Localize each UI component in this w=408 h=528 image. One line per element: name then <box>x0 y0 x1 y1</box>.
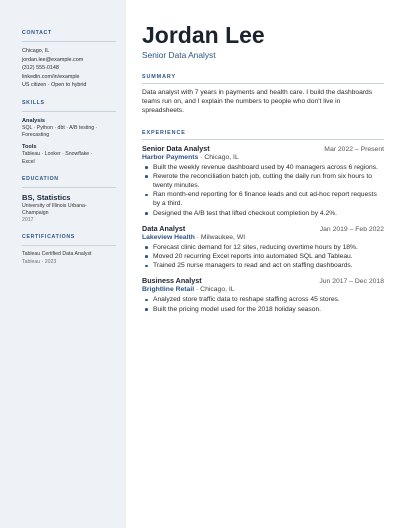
certification-detail: Tableau · 2023 <box>22 258 57 265</box>
contact-phone: (312) 555-0148 <box>22 65 59 72</box>
job-bullet: Rewrote the reconciliation batch job, cutting the daily run from six hours to twenty minutes. <box>153 172 384 190</box>
skills-divider <box>22 111 116 112</box>
candidate-title: Senior Data Analyst <box>142 50 216 60</box>
experience-heading: EXPERIENCE <box>142 129 186 136</box>
contact-email[interactable]: jordan.lee@example.com <box>22 56 84 63</box>
job-bullet: Forecast clinic demand for 12 sites, reducing overtime hours by 18%. <box>153 243 384 252</box>
candidate-name: Jordan Lee <box>142 22 265 48</box>
job-location: · Chicago, IL <box>198 153 239 161</box>
job-bullet: Built the pricing model used for the 2018 holiday season. <box>153 305 384 314</box>
job-title: Senior Data Analyst <box>142 143 210 153</box>
job-location: · Chicago, IL <box>194 286 235 294</box>
contact-linkedin[interactable]: linkedin.com/in/example <box>22 73 80 80</box>
experience-divider <box>142 139 384 140</box>
job-bullet: Analyzed store traffic data to reshape staffing across 45 stores. <box>153 295 384 304</box>
job-entry <box>142 224 384 271</box>
skills-group-line: Excel <box>22 158 35 165</box>
summary-divider <box>142 83 384 84</box>
job-bullet: Ran month-end reporting for 6 finance leads and cut ad-hoc report requests by a third. <box>153 190 384 208</box>
education-divider <box>22 187 116 188</box>
job-bullet: Built the weekly revenue dashboard used by 40 managers across 6 regions. <box>153 163 384 172</box>
education-degree: BS, Statistics <box>22 192 71 202</box>
skills-group-label: Analysis <box>22 117 46 124</box>
job-bullets <box>142 163 384 218</box>
job-company: Harbor Payments <box>142 153 199 161</box>
job-dates: Mar 2022 – Present <box>324 145 384 153</box>
contact-status: US citizen · Open to hybrid <box>22 82 87 89</box>
job-title: Data Analyst <box>142 223 186 233</box>
job-entry <box>142 276 384 313</box>
job-entry <box>142 144 384 218</box>
education-school: University of Illinois Urbana- <box>22 202 87 209</box>
certifications-divider <box>22 245 116 246</box>
education-year: 2017 <box>22 217 34 224</box>
job-location: · Milwaukee, WI <box>194 233 246 241</box>
summary-text: Data analyst with 7 years in payments and health care. I build the dashboards teams run on, and I explain the numbers to people who don't live in spreadsheets. <box>142 89 373 115</box>
contact-divider <box>22 41 116 42</box>
job-bullets <box>142 295 384 313</box>
summary-heading: SUMMARY <box>142 74 176 80</box>
skills-heading: SKILLS <box>22 99 45 106</box>
contact-location: Chicago, IL <box>22 48 50 54</box>
skills-group-line: Forecasting <box>22 132 50 139</box>
contact-section <box>22 30 116 90</box>
education-section <box>22 176 116 225</box>
job-bullet: Moved 20 recurring Excel reports into automated SQL and Tableau. <box>153 252 384 261</box>
skills-group-line: Tableau · Looker · Snowflake · <box>22 151 93 158</box>
job-dates: Jun 2017 – Dec 2018 <box>319 278 384 286</box>
job-company: Lakeview Health <box>142 233 195 241</box>
job-company: Brightline Retail <box>142 286 195 294</box>
certification-name: Tableau Certified Data Analyst <box>22 251 92 258</box>
sidebar <box>0 0 126 528</box>
job-bullet: Trained 25 nurse managers to read and act on staffing dashboards. <box>153 261 384 270</box>
job-bullet: Designed the A/B test that lifted checkout completion by 4.2%. <box>153 209 384 218</box>
main-content <box>126 0 408 528</box>
contact-heading: CONTACT <box>22 30 52 36</box>
job-title: Business Analyst <box>142 276 202 286</box>
education-school: Champaign <box>22 209 49 216</box>
education-heading: EDUCATION <box>22 175 59 182</box>
skills-group-label: Tools <box>22 144 37 151</box>
certifications-heading: CERTIFICATIONS <box>22 234 75 241</box>
job-dates: Jan 2019 – Feb 2022 <box>319 225 384 233</box>
certifications-section <box>22 234 116 265</box>
skills-section <box>22 100 116 166</box>
job-bullets <box>142 243 384 271</box>
skills-group-line: SQL · Python · dbt · A/B testing · <box>22 124 98 131</box>
